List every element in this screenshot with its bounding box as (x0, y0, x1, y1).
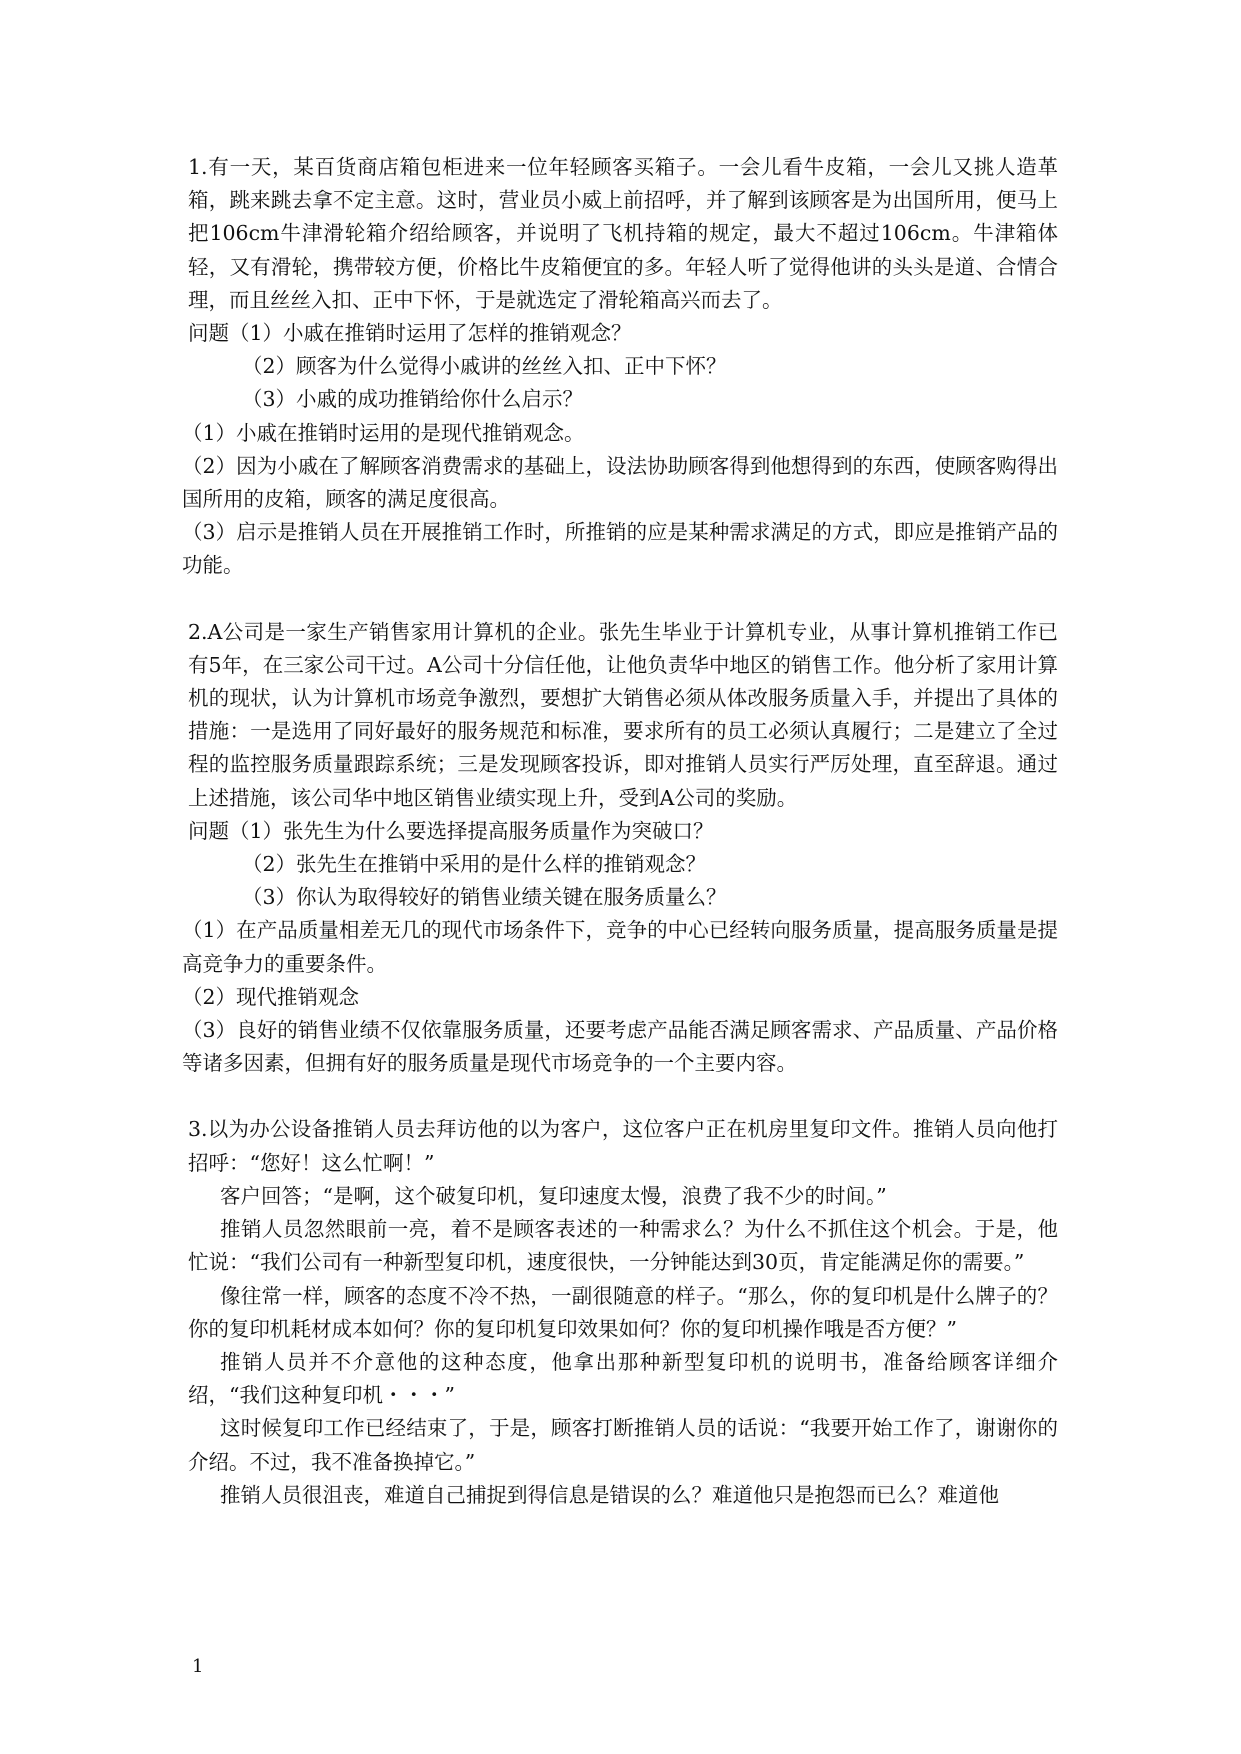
case-3-paragraph: 3.以为办公设备推销人员去拜访他的以为客户，这位客户正在机房里复印文件。推销人员向他打招呼：“您好！这么忙啊！” (188, 1117, 1058, 1175)
case-1-answer-1: （1）小戚在推销时运用的是现代推销观念。 (182, 420, 585, 445)
case-3-dialog-1: 客户回答；“是啊，这个破复印机，复印速度太慢，浪费了我不少的时间。” (220, 1183, 887, 1208)
case-3-dialog-6: 推销人员很沮丧，难道自己捕捉到得信息是错误的么？难道他只是抱怨而已么？难道他 (220, 1482, 999, 1507)
case-1-answer-2: （2）因为小戚在了解顾客消费需求的基础上，设法协助顾客得到他想得到的东西，使顾客购得出国所用的皮箱，顾客的满足度很高。 (182, 453, 1058, 512)
page-number: 1 (192, 1656, 204, 1677)
case-2-question-1: 问题（1）张先生为什么要选择提高服务质量作为突破口？ (188, 818, 714, 843)
case-2-answer-3: （3）良好的销售业绩不仅依靠服务质量，还要考虑产品能否满足顾客需求、产品质量、产品价格等诸多因素，但拥有好的服务质量是现代市场竞争的一个主要内容。 (182, 1018, 1058, 1076)
case-3-dialog-5: 这时候复印工作已经结束了，于是，顾客打断推销人员的话说：“我要开始工作了，谢谢你的介绍。不过，我不准备换掉它。” (188, 1416, 1058, 1474)
case-1-question-2: （2）顾客为什么觉得小戚讲的丝丝入扣、正中下怀？ (242, 354, 727, 379)
case-2-answer-2: （2）现代推销观念 (182, 984, 360, 1009)
page-content (182, 151, 1058, 1512)
case-2-paragraph: 2.A公司是一家生产销售家用计算机的企业。张先生毕业于计算机专业，从事计算机推销工作已有5年，在三家公司干过。A公司十分信任他，让他负责华中地区的销售工作。他分析了家用计算机的现状，认为计算机市场竞争激烈，要想扩大销售必须从体改服务质量入手，并提出了具体的措施：一是选用了同好最好的服务规范和标准，要求所有的员工必须认真履行；二是建立了全过程的监控服务质量跟踪系统；三是发现顾客投诉，即对推销人员实行严厉处理，直至辞退。通过上述措施，该公司华中地区销售业绩实现上升，受到A公司的奖励。 (188, 619, 1058, 810)
case-3-dialog-3: 像往常一样，顾客的态度不冷不热，一副很随意的样子。“那么，你的复印机是什么牌子的？你的复印机耗材成本如何？你的复印机复印效果如何？你的复印机操作哦是否方便？” (188, 1283, 1058, 1341)
case-1-answer-3: （3）启示是推销人员在开展推销工作时，所推销的应是某种需求满足的方式，即应是推销产品的功能。 (182, 520, 1058, 578)
section-gap (188, 583, 1058, 616)
case-2-question-3: （3）你认为取得较好的销售业绩关键在服务质量么？ (242, 885, 727, 910)
case-1-question-3: （3）小戚的成功推销给你什么启示？ (242, 387, 584, 412)
case-3-dialog-2: 推销人员忽然眼前一亮，着不是顾客表述的一种需求么？为什么不抓住这个机会。于是，他忙说：“我们公司有一种新型复印机，速度很快，一分钟能达到30页，肯定能满足你的需要。” (188, 1217, 1058, 1275)
section-gap (188, 1080, 1058, 1113)
case-3-dialog-4: 推销人员并不介意他的这种态度，他拿出那种新型复印机的说明书，准备给顾客详细介绍，“我们这种复印机・・・” (188, 1349, 1058, 1408)
case-2-answer-1: （1）在产品质量相差无几的现代市场条件下，竞争的中心已经转向服务质量，提高服务质量是提高竞争力的重要条件。 (182, 918, 1058, 976)
case-1-question-1: 问题（1）小戚在推销时运用了怎样的推销观念？ (188, 321, 632, 346)
case-2-question-2: （2）张先生在推销中采用的是什么样的推销观念？ (242, 852, 707, 877)
case-1-paragraph: 1.有一天，某百货商店箱包柜进来一位年轻顾客买箱子。一会儿看牛皮箱，一会儿又挑人造革箱，跳来跳去拿不定主意。这时，营业员小威上前招呼，并了解到该顾客是为出国所用，便马上把106cm牛津滑轮箱介绍给顾客，并说明了飞机持箱的规定，最大不超过106cm。牛津箱体轻，又有滑轮，携带较方便，价格比牛皮箱便宜的多。年轻人听了觉得他讲的头头是道、合情合理，而且丝丝入扣、正中下怀，于是就选定了滑轮箱高兴而去了。 (188, 155, 1058, 312)
